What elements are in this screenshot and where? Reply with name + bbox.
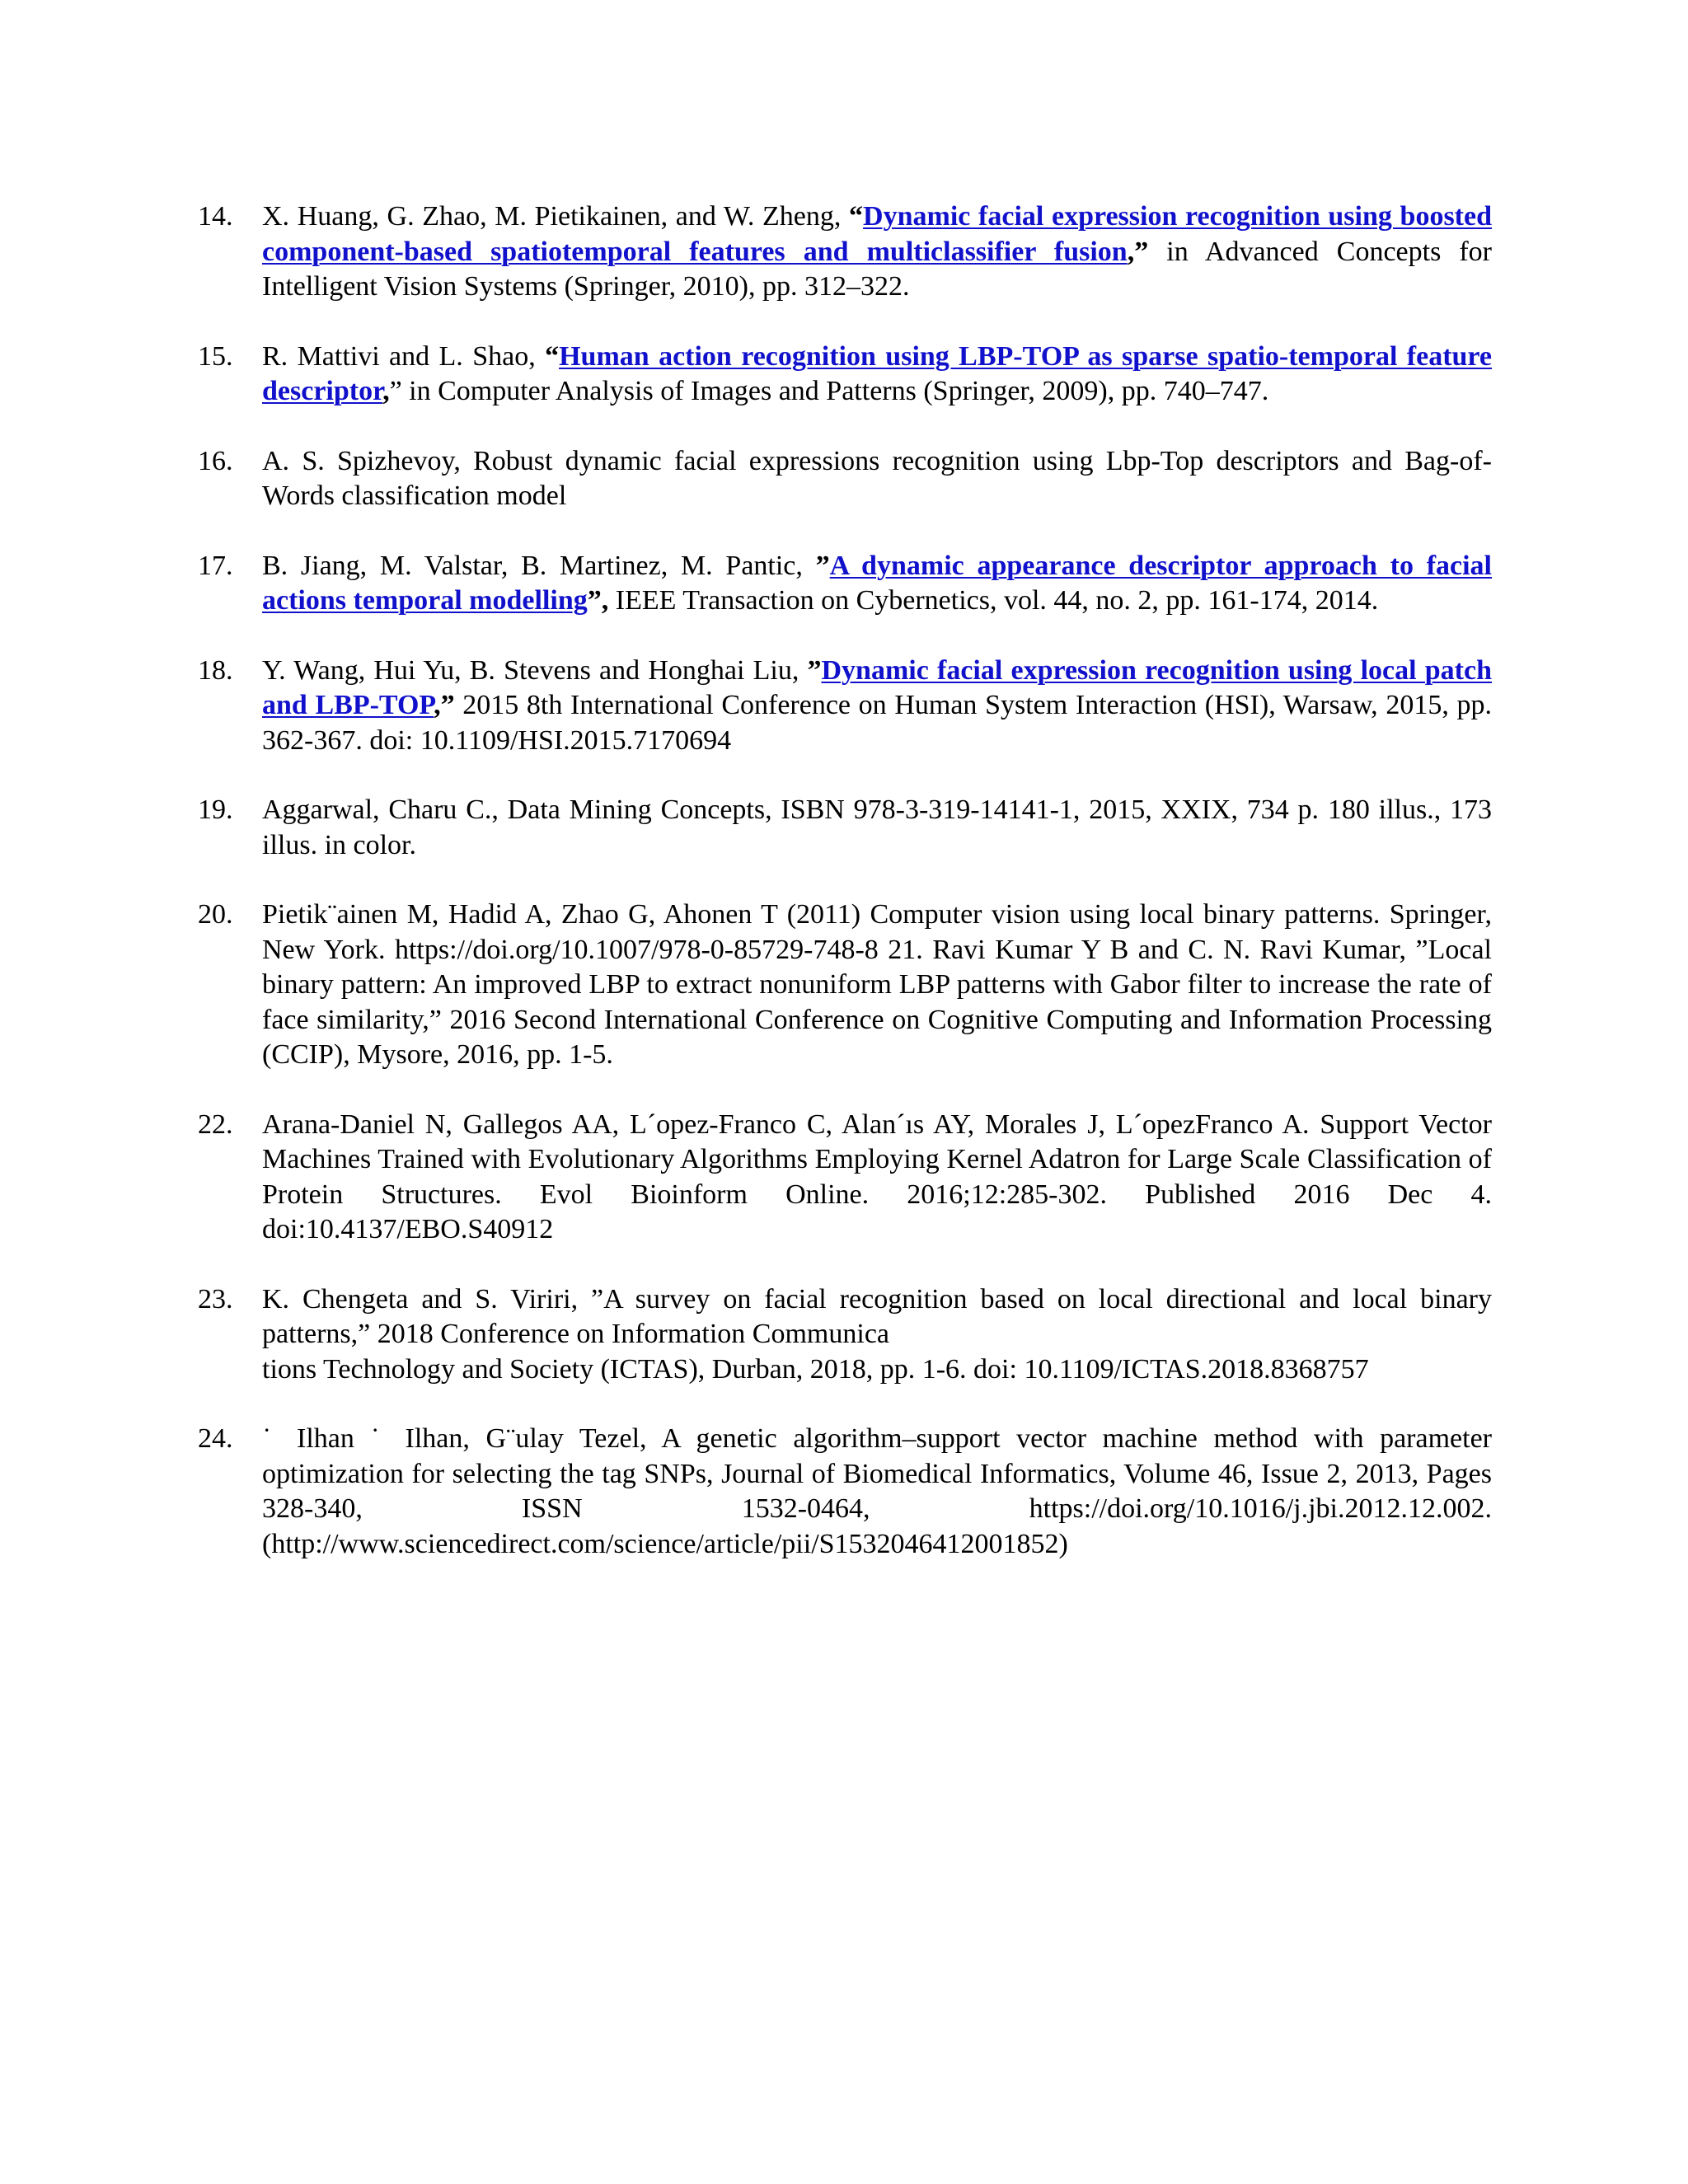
open-quote: “ bbox=[545, 340, 560, 372]
reference-text: Pietik¨ainen M, Hadid A, Zhao G, Ahonen T (2011) Computer vision using local binary patterns. Springer, New York. https://doi.org/10.1007/978-0-85729-748-8 21. Ravi Kumar Y B and C. N. Ravi Kumar, ”Local binary pattern: An improved LBP to extract nonuniform LBP patterns with Gabor filter to increase the rate of face similarity,” 2016 Second International Conference on Cognitive Computing and Information Processing (CCIP), Mysore, 2016, pp. 1-5. bbox=[262, 899, 1492, 1070]
reference-text: Aggarwal, Charu C., Data Mining Concepts, ISBN 978-3-319-14141-1, 2015, XXIX, 734 p. 180 illus., 173 illus. in color. bbox=[262, 794, 1492, 860]
close-quote: , bbox=[382, 376, 390, 406]
reference-source: ” in Computer Analysis of Images and Patterns (Springer, 2009), pp. 740–747. bbox=[389, 376, 1269, 406]
reference-number: 14. bbox=[198, 201, 233, 232]
reference-text bbox=[262, 1282, 1492, 1388]
reference-authors: R. Mattivi and L. Shao, bbox=[262, 340, 546, 372]
reference-number: 19. bbox=[198, 794, 233, 825]
reference-title-link[interactable]: Dynamic facial expression recognition using boosted component-based spatiotemporal features and multiclassifier fusion bbox=[262, 201, 1492, 267]
reference-authors: X. Huang, G. Zhao, M. Pietikainen, and W. Zheng, bbox=[262, 201, 850, 232]
close-quote: ”, bbox=[587, 585, 609, 616]
reference-item-19 bbox=[198, 793, 1492, 863]
reference-number: 22. bbox=[198, 1108, 233, 1140]
reference-number: 23. bbox=[198, 1283, 233, 1315]
reference-item-24 bbox=[198, 1422, 1492, 1562]
reference-item-14 bbox=[198, 199, 1492, 305]
reference-text bbox=[262, 199, 1492, 305]
reference-item-15 bbox=[198, 340, 1492, 410]
reference-title-link[interactable]: A dynamic appearance descriptor approach to facial actions temporal modelling bbox=[262, 550, 1493, 616]
reference-text: ˙ Ilhan ˙ Ilhan, G¨ulay Tezel, A genetic algorithm–support vector machine method with parameter optimization for selecting the tag SNPs, Journal of Biomedical Informatics, Volume 46, Issue 2, 2013, Pages 328-340, ISSN 1532-0464, https://doi.org/10.1016/j.jbi.2012.12.002. (http://www.sciencedirect.com/science/article/pii/S1532046412001852) bbox=[262, 1423, 1492, 1559]
reference-number: 20. bbox=[198, 899, 233, 930]
reference-item-16 bbox=[198, 444, 1492, 514]
reference-number: 17. bbox=[198, 550, 233, 581]
reference-title-link[interactable]: Human action recognition using LBP-TOP as sparse spatio-temporal feature descriptor bbox=[262, 340, 1492, 406]
reference-item-18 bbox=[198, 654, 1492, 759]
reference-source: IEEE Transaction on Cybernetics, vol. 44, no. 2, pp. 161-174, 2014. bbox=[608, 585, 1379, 616]
reference-number: 16. bbox=[198, 445, 233, 476]
reference-text: Arana-Daniel N, Gallegos AA, L´opez-Franco C, Alan´ıs AY, Morales J, L´opezFranco A. Support Vector Machines Trained with Evolutionary Algorithms Employing Kernel Adatron for Large Scale Classification of Protein Structures. Evol Bioinform Online. 2016;12:285-302. Published 2016 Dec 4. doi:10.4137/EBO.S40912 bbox=[262, 1108, 1492, 1244]
reference-item-17 bbox=[198, 549, 1492, 619]
reference-item-22 bbox=[198, 1108, 1492, 1248]
open-quote: ” bbox=[815, 550, 830, 581]
reference-authors: Y. Wang, Hui Yu, B. Stevens and Honghai Liu, bbox=[262, 654, 808, 686]
reference-source: in Advanced Concepts for Intelligent Vision Systems (Springer, 2010), pp. 312–322. bbox=[262, 236, 1493, 302]
reference-number: 18. bbox=[198, 654, 233, 686]
reference-title-link[interactable]: Dynamic facial expression recognition using local patch and LBP-TOP bbox=[262, 654, 1492, 720]
reference-source: 2015 8th International Conference on Human System Interaction (HSI), Warsaw, 2015, pp. 362-367. doi: 10.1109/HSI.2015.7170694 bbox=[262, 690, 1492, 756]
reference-authors: B. Jiang, M. Valstar, B. Martinez, M. Pantic, bbox=[262, 550, 816, 581]
reference-text bbox=[262, 549, 1492, 619]
close-quote: ,” bbox=[1127, 236, 1149, 267]
close-quote: ,” bbox=[434, 690, 455, 720]
reference-number: 15. bbox=[198, 340, 233, 372]
reference-text-line-1: K. Chengeta and S. Viriri, ”A survey on facial recognition based on local directional and local binary patterns,” 2018 Conference on Information Communica bbox=[262, 1283, 1492, 1349]
open-quote: ” bbox=[807, 654, 822, 686]
reference-list bbox=[198, 199, 1492, 1596]
open-quote: “ bbox=[849, 201, 864, 232]
reference-text-line-2: tions Technology and Society (ICTAS), Durban, 2018, pp. 1-6. doi: 10.1109/ICTAS.2018.8368757 bbox=[262, 1353, 1369, 1385]
reference-text bbox=[262, 654, 1492, 759]
reference-text: A. S. Spizhevoy, Robust dynamic facial expressions recognition using Lbp-Top descriptors and Bag-of-Words classification model bbox=[262, 445, 1492, 511]
reference-number: 24. bbox=[198, 1423, 233, 1454]
reference-item-23 bbox=[198, 1282, 1492, 1388]
reference-item-20 bbox=[198, 898, 1492, 1073]
reference-text bbox=[262, 340, 1492, 410]
